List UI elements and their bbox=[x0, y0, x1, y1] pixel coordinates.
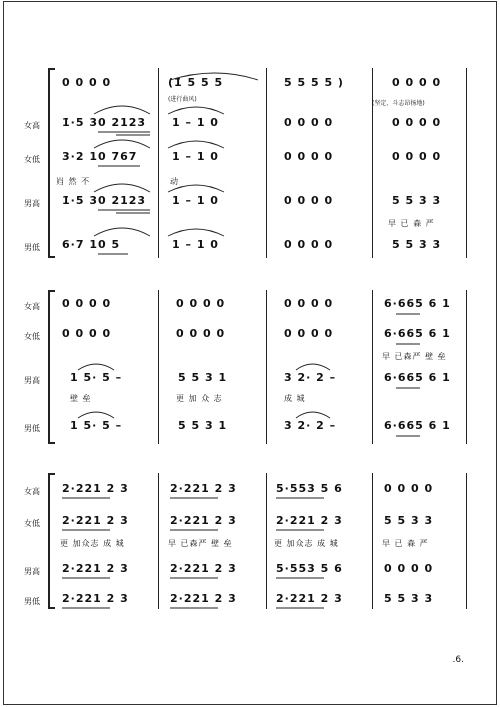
measure: 2·221 2 3 bbox=[170, 482, 237, 495]
barline bbox=[266, 68, 267, 258]
part-label: 女高 bbox=[24, 121, 40, 130]
part-label: 女高 bbox=[24, 487, 40, 496]
measure: 5 5 3 3 bbox=[384, 514, 434, 527]
measure: 0 0 0 0 bbox=[284, 238, 334, 251]
part-label: 女高 bbox=[24, 302, 40, 311]
measure: 0 0 0 0 bbox=[176, 327, 226, 340]
measure: 3·2 10 767 bbox=[62, 150, 138, 163]
measure: 3 2· 2 – bbox=[284, 371, 337, 384]
part-label: 男低 bbox=[24, 597, 40, 606]
barline bbox=[466, 290, 467, 444]
system-bracket bbox=[48, 473, 55, 609]
measure: 1 – 1 0 bbox=[172, 194, 219, 207]
measure: 6·665 6 1 bbox=[384, 419, 451, 432]
measure: 2·221 2 3 bbox=[62, 514, 129, 527]
measure: 0 0 0 0 bbox=[384, 482, 434, 495]
measure: 1 5· 5 – bbox=[70, 419, 123, 432]
measure: 6·7 10 5 bbox=[62, 238, 121, 251]
part-label: 男低 bbox=[24, 424, 40, 433]
measure: 1̇·5 30 2123 bbox=[62, 194, 147, 207]
barline bbox=[266, 473, 267, 609]
barline bbox=[466, 473, 467, 609]
page-number: .6. bbox=[452, 655, 464, 665]
part-label: 女低 bbox=[24, 155, 40, 164]
barline bbox=[372, 68, 373, 258]
lyric: 早 已 森 严 bbox=[382, 539, 429, 548]
measure: 0 0 0 0 bbox=[284, 116, 334, 129]
measure: 2·221 2 3 bbox=[170, 514, 237, 527]
measure: 2·221 2 3 bbox=[62, 482, 129, 495]
measure: 0 0 0 0 bbox=[284, 150, 334, 163]
measure: 0 0 0 0 bbox=[62, 297, 112, 310]
barline bbox=[372, 290, 373, 444]
lyric: 更 加众志 成 城 bbox=[60, 539, 125, 548]
tempo-note: (进行曲风) bbox=[168, 96, 197, 103]
part-label: 女低 bbox=[24, 332, 40, 341]
measure: 1 5· 5 – bbox=[70, 371, 123, 384]
measure: 1̇·5 30 2123 bbox=[62, 116, 147, 129]
measure: 0 0 0 0 bbox=[284, 194, 334, 207]
barline bbox=[466, 68, 467, 258]
measure: 6·665 6 1 bbox=[384, 371, 451, 384]
measure: 2·221 2 3 bbox=[62, 562, 129, 575]
barline bbox=[158, 290, 159, 444]
measure: 1 – 1 0 bbox=[172, 238, 219, 251]
measure: 6·665 6 1 bbox=[384, 297, 451, 310]
measure: 5·553 5 6 bbox=[276, 482, 343, 495]
part-label: 男高 bbox=[24, 567, 40, 576]
measure: 5 5 3 3 bbox=[392, 238, 442, 251]
lyric: 动 bbox=[170, 177, 179, 186]
measure: 2·221 2 3 bbox=[170, 592, 237, 605]
system-bracket bbox=[48, 290, 55, 444]
measure: 5 5 5 5 ) bbox=[284, 76, 344, 89]
measure: 3 2· 2 – bbox=[284, 419, 337, 432]
barline bbox=[266, 290, 267, 444]
measure: 5 5 3 1 bbox=[178, 371, 228, 384]
measure: 0 0 0 0 bbox=[176, 297, 226, 310]
measure: 5·553 5 6 bbox=[276, 562, 343, 575]
measure: 0 0 0 0 bbox=[392, 76, 442, 89]
part-label: 男高 bbox=[24, 376, 40, 385]
measure: 0 0 0 0 bbox=[392, 116, 442, 129]
measure: 2·221 2 3 bbox=[276, 514, 343, 527]
barline bbox=[372, 473, 373, 609]
measure: 0 0 0 0 bbox=[392, 150, 442, 163]
measure: 5 5 3 3 bbox=[384, 592, 434, 605]
barline bbox=[158, 68, 159, 258]
measure: 2·221 2 3 bbox=[276, 592, 343, 605]
lyric: 早 已森严 壁 垒 bbox=[382, 352, 447, 361]
measure: 0 0 0 0 bbox=[284, 327, 334, 340]
measure: 2·221 2 3 bbox=[170, 562, 237, 575]
measure: 6·665 6 1 bbox=[384, 327, 451, 340]
part-label: 男高 bbox=[24, 199, 40, 208]
measure: 0 0 0 0 bbox=[384, 562, 434, 575]
lyric: 早 已森严 壁 垒 bbox=[168, 539, 233, 548]
measure: 0 0 0 0 bbox=[284, 297, 334, 310]
system-bracket bbox=[48, 68, 55, 258]
measure: 0 0 0 0 bbox=[62, 76, 112, 89]
part-label: 女低 bbox=[24, 519, 40, 528]
lyric: 更 加众志 成 城 bbox=[274, 539, 339, 548]
measure: 1 – 1 0 bbox=[172, 116, 219, 129]
lyric: 早 已 森 严 bbox=[388, 219, 435, 228]
measure: (1̇ 5 5 5 bbox=[168, 76, 224, 89]
lyric: 岿 然 不 bbox=[56, 177, 91, 186]
lyric: 更 加 众 志 bbox=[176, 394, 223, 403]
lyric: 壁 垒 bbox=[70, 394, 92, 403]
measure: 1 – 1 0 bbox=[172, 150, 219, 163]
measure: 2·221 2 3 bbox=[62, 592, 129, 605]
lyric: 成 城 bbox=[284, 394, 306, 403]
measure: 0 0 0 0 bbox=[62, 327, 112, 340]
measure: 5 5 3 1 bbox=[178, 419, 228, 432]
barline bbox=[158, 473, 159, 609]
measure: 5 5 3 3 bbox=[392, 194, 442, 207]
part-label: 男低 bbox=[24, 243, 40, 252]
expression-note: (坚定、斗志昂扬地) bbox=[372, 100, 425, 107]
